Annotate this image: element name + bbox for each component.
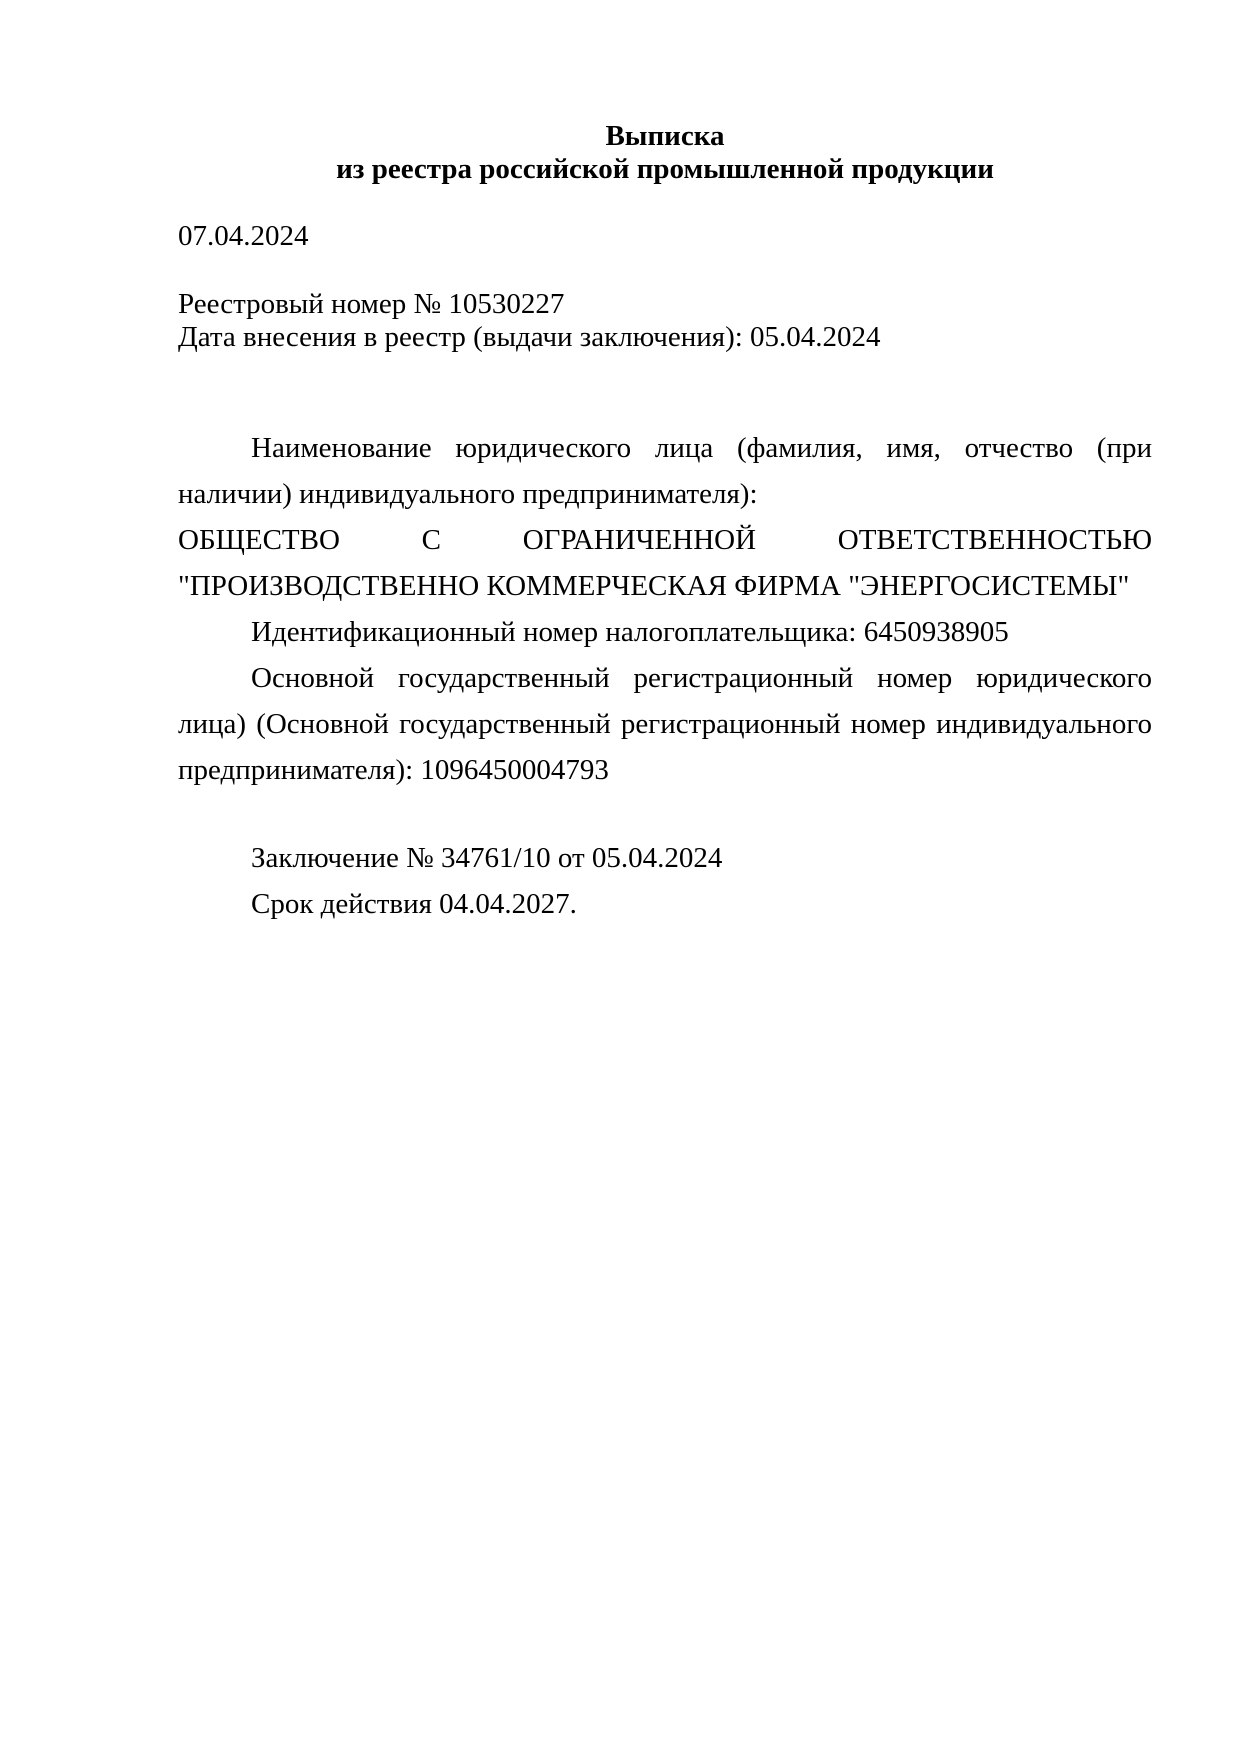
ogrn-line-2: лица) (Основной государственный регистрационный номер индивидуального: [178, 708, 1152, 740]
title-line-2: из реестра российской промышленной продукции: [336, 153, 994, 185]
inn-line: Идентификационный номер налогоплательщика: 6450938905: [251, 616, 1009, 648]
legal-name-label-line-1: Наименование юридического лица (фамилия, имя, отчество (при: [251, 432, 1152, 464]
issue-date-block: [178, 220, 1152, 253]
registry-info-block: [178, 288, 1152, 354]
legal-name-value-paragraph: [178, 517, 1152, 609]
ogrn-paragraph: [178, 655, 1152, 793]
legal-name-paragraph: [178, 425, 1152, 517]
ogrn-line-1: Основной государственный регистрационный номер юридического: [251, 662, 1152, 694]
document-title: [178, 120, 1152, 186]
issue-date: 07.04.2024: [178, 220, 309, 252]
legal-name-label-line-2: наличии) индивидуального предпринимателя):: [178, 478, 758, 510]
validity-line: Срок действия 04.04.2027.: [251, 888, 577, 920]
legal-name-value-line-2: "ПРОИЗВОДСТВЕННО КОММЕРЧЕСКАЯ ФИРМА "ЭНЕРГОСИСТЕМЫ": [178, 570, 1130, 602]
title-line-1: Выписка: [605, 120, 725, 152]
entry-date-line: Дата внесения в реестр (выдачи заключения): 05.04.2024: [178, 321, 881, 353]
registry-number-line: Реестровый номер № 10530227: [178, 288, 565, 320]
conclusion-line: Заключение № 34761/10 от 05.04.2024: [251, 842, 723, 874]
conclusion-paragraph: [178, 835, 1152, 927]
ogrn-line-3: предпринимателя): 1096450004793: [178, 754, 609, 786]
legal-name-value-line-1: ОБЩЕСТВО С ОГРАНИЧЕННОЙ ОТВЕТСТВЕННОСТЬЮ: [178, 524, 1152, 556]
inn-paragraph: [178, 609, 1152, 655]
